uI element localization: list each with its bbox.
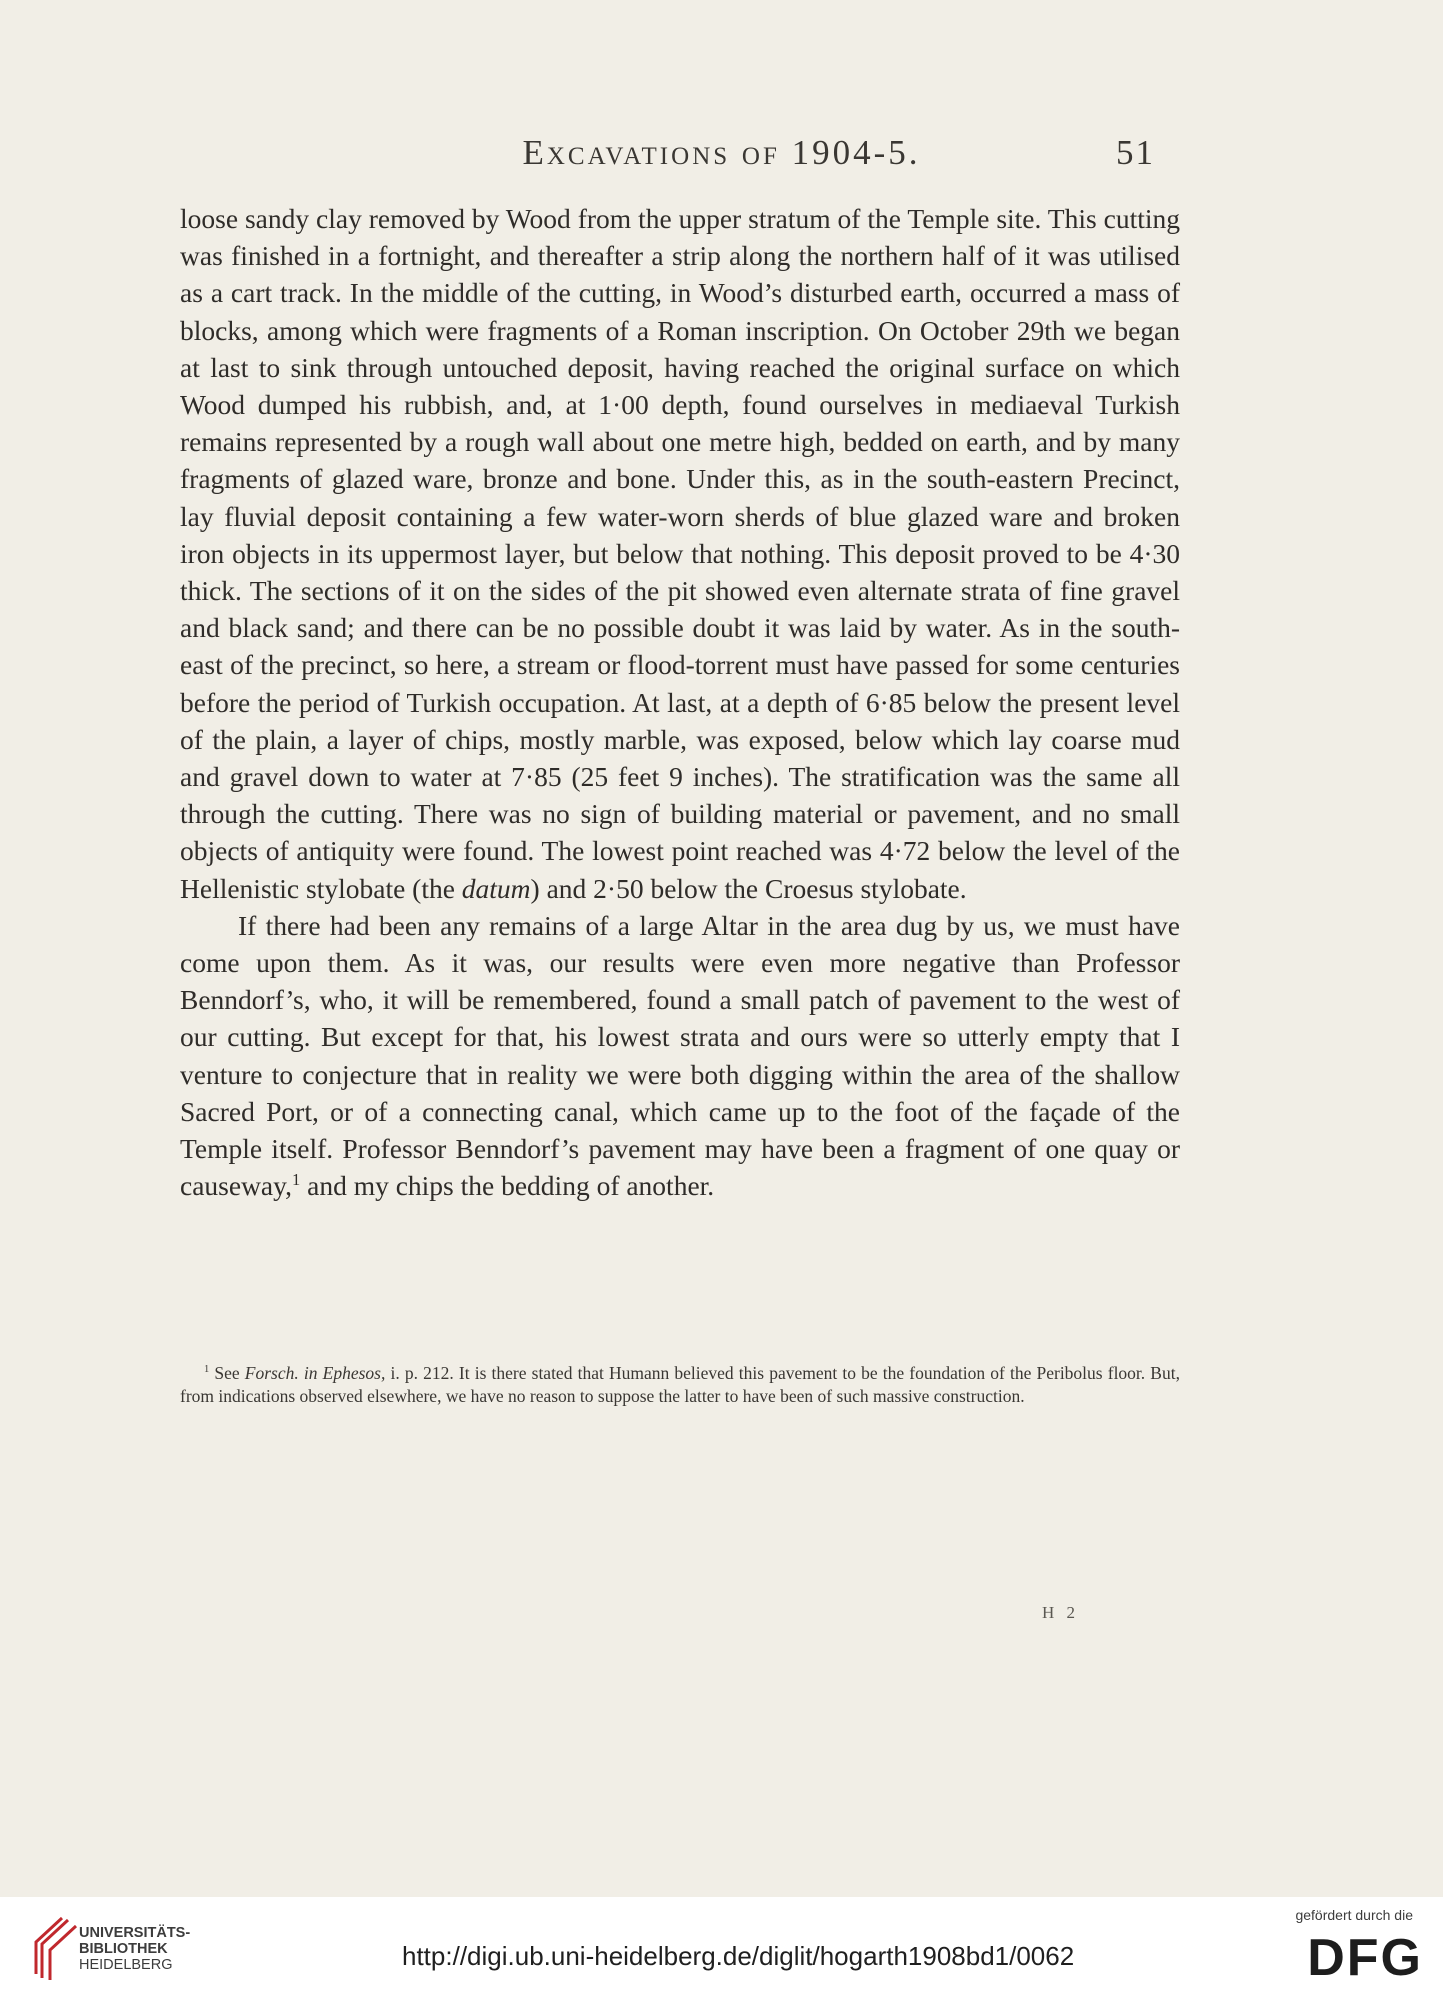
footnote-italic: Forsch. in Ephesos,	[244, 1363, 386, 1383]
running-title: Excavations of 1904-5.	[522, 133, 921, 172]
paragraph-2-text-end: and my chips the bedding of another.	[300, 1170, 715, 1202]
library-name-line-1: UNIVERSITÄTS-	[79, 1925, 191, 1941]
paragraph-1	[180, 200, 1180, 907]
footnote-1	[180, 1362, 1180, 1407]
footnote-text-end: i. p. 212. It is there stated that Humann believed this pavement to be the foundation of the Peribolus floor. But, from indications observed elsewhere, we have no reason to suppose the latter to have been of such massive construction.	[180, 1363, 1180, 1406]
footnote-marker: 1	[204, 1364, 210, 1376]
footnote	[180, 1362, 1180, 1407]
footnote-text: See	[209, 1363, 245, 1383]
paragraph-2-text: If there had been any remains of a large Altar in the area dug by us, we must have come upon them. As it was, our results were even more negative than Professor Benndorf’s, who, it will be remembered, found a small patch of pavement to the west of our cutting. But except for that, his lowest strata and ours were so utterly empty that I venture to conjecture that in reality we were both digging within the area of the shallow Sacred Port, or of a connecting canal, which came up to the foot of the façade of the Temple itself. Professor Benndorf’s pavement may have been a fragment of one quay or causeway,	[180, 909, 1180, 1202]
library-logo-icon	[28, 1914, 86, 1984]
paragraph-1-italic: datum	[461, 872, 531, 904]
page-number: 51	[1116, 133, 1155, 172]
source-url-link[interactable]: http://digi.ub.uni-heidelberg.de/diglit/hogarth1908bd1/0062	[402, 1941, 1075, 1971]
paragraph-1-text-end: ) and 2·50 below the Croesus stylobate.	[530, 872, 967, 904]
footnote-reference: 1	[291, 1170, 301, 1190]
library-name	[79, 1925, 190, 1973]
running-head	[0, 133, 1443, 181]
signature-mark: H 2	[1042, 1603, 1080, 1622]
body-text	[180, 200, 1180, 1204]
funding-note: gefördert durch die	[1295, 1907, 1413, 1923]
footer-bar	[0, 1897, 1443, 2003]
paragraph-1-text: loose sandy clay removed by Wood from the upper stratum of the Temple site. This cutting was finished in a fortnight, and thereafter a strip along the northern half of it was utilised as a cart track. In the middle of the cutting, in Wood’s disturbed earth, occurred a mass of blocks, among which were fragments of a Roman inscription. On October 29th we began at last to sink through untouched deposit, having reached the original surface on which Wood dumped his rubbish, and, at 1·00 depth, found ourselves in mediaeval Turkish remains represented by a rough wall about one metre high, bedded on earth, and by many fragments of glazed ware, bronze and bone. Under this, as in the south-eastern Precinct, lay fluvial deposit containing a few water-worn sherds of blue glazed ware and broken iron objects in its uppermost layer, but below that nothing. This deposit proved to be 4·30 thick. The sections of it on the sides of the pit showed even alternate strata of fine gravel and black sand; and there can be no possible doubt it was laid by water. As in the south-east of the precinct, so here, a stream or flood-torrent must have passed for some centuries before the period of Turkish occupation. At last, at a depth of 6·85 below the present level of the plain, a layer of chips, mostly marble, was exposed, below which lay coarse mud and gravel down to water at 7·85 (25 feet 9 inches). The stratification was the same all through the cutting. There was no sign of building material or pavement, and no small objects of antiquity were found. The lowest point reached was 4·72 below the level of the Hellenistic stylobate (the	[180, 203, 1180, 904]
paragraph-2	[180, 907, 1180, 1205]
library-name-line-2: BIBLIOTHEK	[79, 1941, 168, 1957]
dfg-logo: DFG	[1307, 1929, 1423, 1987]
library-name-line-3: HEIDELBERG	[79, 1957, 173, 1973]
